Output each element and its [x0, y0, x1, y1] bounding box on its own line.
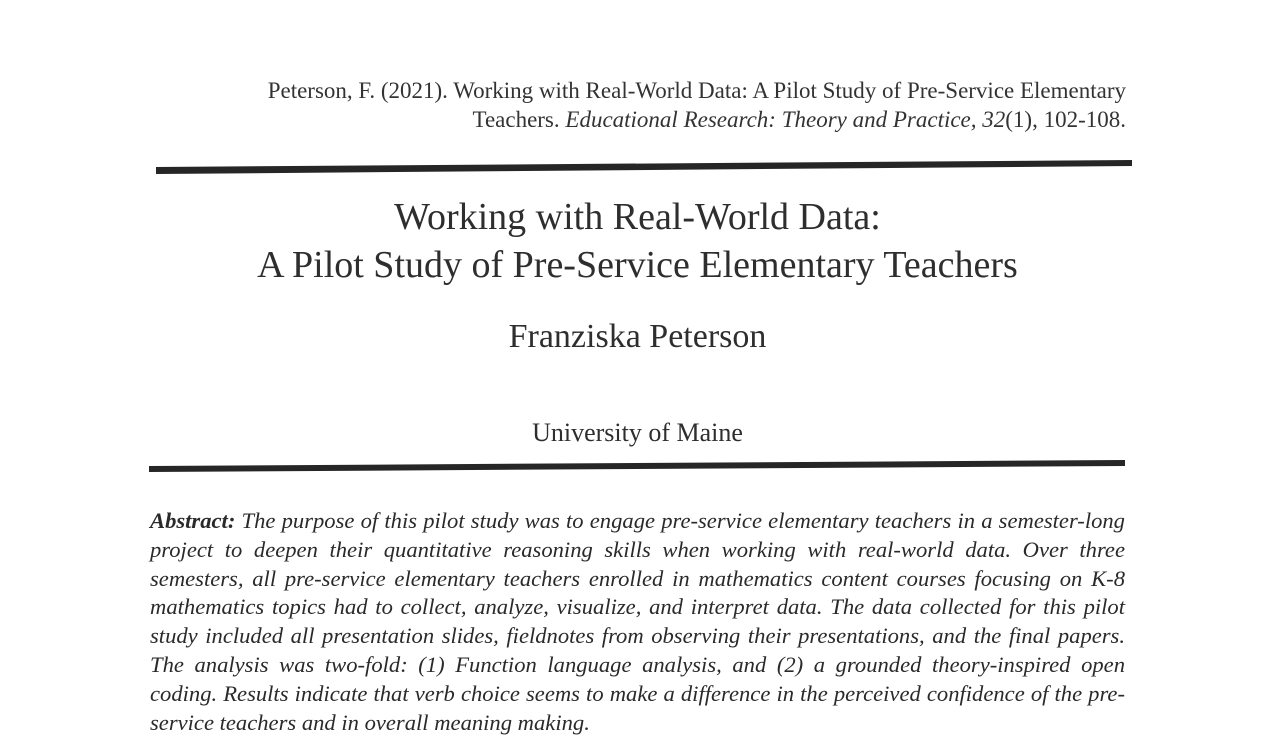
top-divider-rule — [150, 156, 1140, 176]
abstract-label: Abstract: — [150, 508, 236, 533]
citation-line-2 — [150, 105, 1126, 134]
author-affiliation: University of Maine — [532, 418, 743, 447]
citation-header — [150, 76, 1126, 134]
bottom-divider-rule — [146, 456, 1136, 476]
title-line-2: A Pilot Study of Pre-Service Elementary Teachers — [257, 244, 1018, 286]
citation-line-2-prefix: Teachers. — [472, 107, 566, 132]
paper-title — [0, 193, 1275, 289]
title-line-1: Working with Real-World Data: — [394, 196, 881, 238]
author-name: Franziska Peterson — [508, 318, 767, 355]
citation-issue-pages: (1), 102-108. — [1005, 107, 1126, 132]
abstract-text: The purpose of this pilot study was to engage pre-service elementary teachers in a semester-long project to deepen their quantitative reasoning skills when working with real-world data. Over three semesters, all pre-service elementary teachers enrolled in mathematics content courses focusing on K-8 mathematics topics had to collect, analyze, visualize, and interpret data. The data collected for this pilot study included all presentation slides, fieldnotes from observing their presentations, and the final papers. The analysis was two-fold: (1) Function language analysis, and (2) a grounded theory-inspired open coding. Results indicate that verb choice seems to make a difference in the perceived confidence of the pre-service teachers and in overall meaning making. — [150, 508, 1125, 735]
citation-line-1: Peterson, F. (2021). Working with Real-World Data: A Pilot Study of Pre-Service Elementary — [267, 78, 1126, 103]
citation-journal: Educational Research: Theory and Practice, 32 — [565, 107, 1006, 132]
abstract — [150, 507, 1125, 737]
